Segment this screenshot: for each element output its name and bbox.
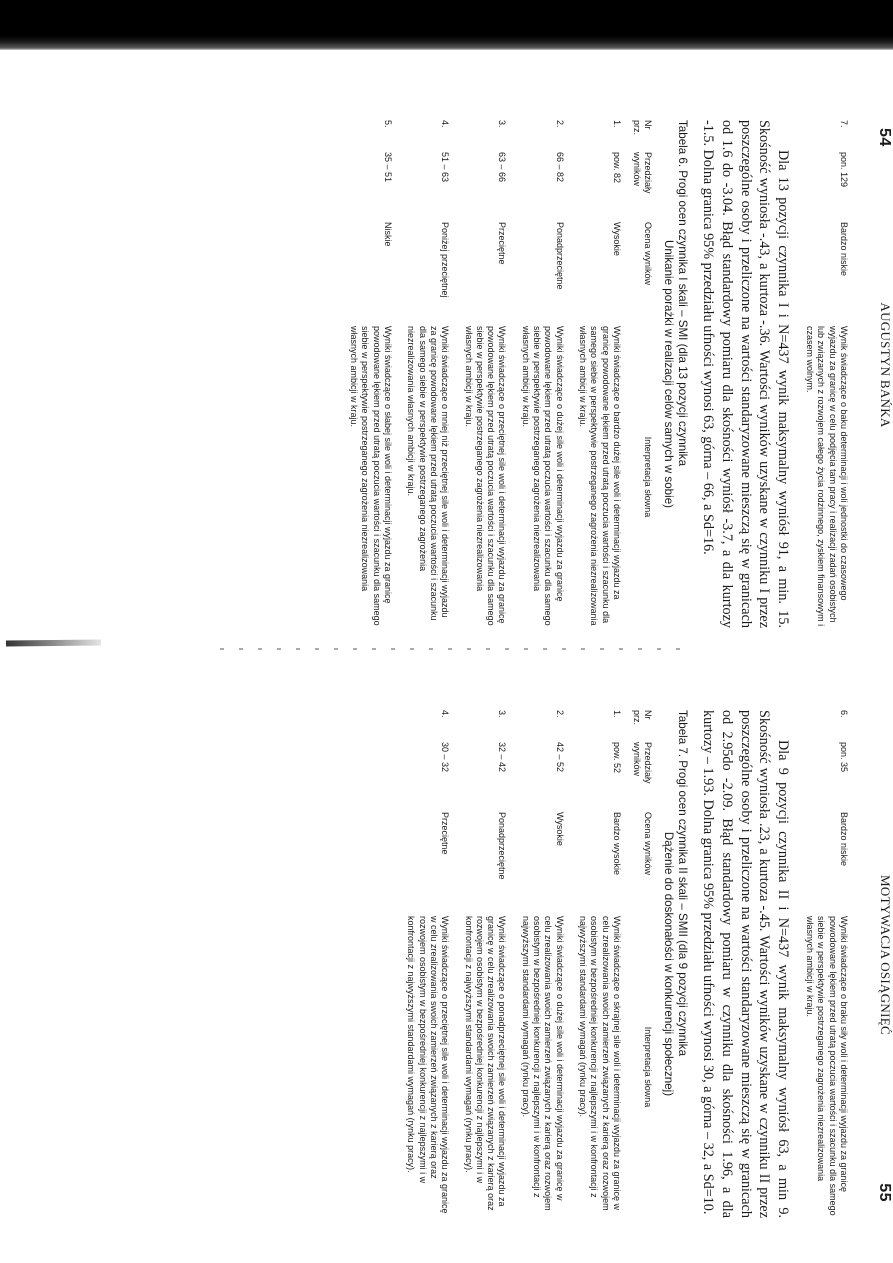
row-score: Ponadprzeciętne	[554, 222, 565, 290]
table-row	[462, 120, 507, 628]
running-header	[869, 90, 893, 640]
row-interpretation: Wynik świadczące o baku determinacji i woli jednostki do czasowego wyjazdu za granicę w celu podjęcia tam pracy i realizacji zadań osobistych lub związanych z rozwojem całego życia rodzinnego, zyskiem finansowym i czasem wolnym.	[805, 326, 849, 627]
page-number: 54	[876, 128, 893, 147]
table-row	[405, 120, 450, 628]
row-interpretation: Wyniki świadczące o dużej sile woli i determinacji wyjazdu za granicę powodowane lękiem przed utratą poczucia wartości i szacunku dla samego siebie w perspektywie postrzeganego zagrożenia niezrealizowania własnych ambicji w kraju.	[520, 326, 565, 626]
row-range: 42 – 52	[554, 742, 565, 773]
body-paragraph: Dla 13 pozycji czynnika I i N=437 wynik maksymalny wyniósł 91, a min. 15. Skośność wyniosła -.43, a kurtoza -.36. Wartości wyników uzyskane w czynniku I przez poszczególne osoby i przeliczone na wartości standaryzowane mieszczą się w granicach od 1.6 do -3.04. Błąd standardowy pomiaru dla skośności wyniósł -3.7, a dla kurtozy -1.5. Dolna granica 95% przedziału ufności wynosi 63, górna – 66, a Sd=16.	[700, 120, 791, 628]
row-interpretation: Wyniki świadczące o mniej niż przeciętnej sile woli i determinacji wyjazdu za granicę powodowane lękiem przed utratą poczucia wartości i szacunku dla samego siebie w perspektywie postrzeganego zagrożenia niezrealizowania własnych ambicji w kraju.	[406, 326, 451, 621]
row-range: pow. 52	[611, 742, 622, 774]
row-score: Ponadprzeciętne	[497, 812, 508, 880]
row-score: Przeciętne	[440, 812, 451, 855]
running-head-title: MOTYWACJA OSIĄGNIĘĆ	[878, 875, 893, 1035]
row-number: 3.	[497, 120, 508, 128]
scan-border	[0, 0, 893, 50]
header-score: Ocena wyników	[642, 812, 653, 876]
table-row	[348, 120, 393, 628]
table-caption	[661, 120, 689, 628]
page-content	[336, 120, 849, 628]
table-row	[804, 710, 849, 1218]
header-interp: Interpretacja słowna	[642, 1026, 653, 1108]
row-range: 51 – 63	[440, 152, 451, 183]
table-row	[577, 120, 622, 628]
row-score: Poniżej przeciętnej	[440, 222, 451, 298]
row-number: 7.	[839, 120, 849, 128]
row-range: 66 – 82	[554, 152, 565, 183]
body-paragraph: Dla 9 pozycji czynnika II i N=437 wynik maksymalny wyniósł 63, a min 9. Skośność wyniosła .23, a kurtoza -.45. Wartości wyników uzyskane w czynniku II przez poszczególne osoby i przeliczone na wartości standaryzowane mieszczą się w granicach od 2.95do -2.09. Błąd standardowy pomiaru w czynniku dla skośności 1.96, a dla kurtozy – 1.93. Dolna granica 95% przedziału ufności wynosi 30, a górna – 32, a Sd=10.	[700, 710, 791, 1218]
row-number: 4.	[440, 120, 451, 128]
header-range: Przedziały wyników	[632, 742, 653, 784]
row-score: Wysokie	[611, 222, 622, 256]
table-header	[632, 710, 653, 1218]
row-number: 2.	[554, 120, 565, 128]
table-row	[804, 120, 849, 628]
row-interpretation: Wyniki świadczące o dużej sile woli i determinacji wyjazdu za granicę w celu zrealizowania swoich zamierzeń związanych z karierą oraz rozwojem osobistym w bezpośredniej konkurencji z najlepszymi i w konfrontacji z najwyższymi standardami wymagań (rynku pracy).	[520, 916, 565, 1211]
row-score: Bardzo niskie	[839, 222, 849, 277]
row-interpretation: Wyniki świadczące o braku siły woli i determinacji wyjazdu za granicę powodowane lękiem przed utratą poczucia wartości i szacunku dla samego siebie w perspektywie postrzeganego zagrożenia niezrealizowania własnych ambicji w kraju.	[805, 916, 849, 1216]
row-number: 1.	[611, 120, 622, 128]
table-row	[519, 710, 564, 1218]
row-range: 32 – 42	[497, 742, 508, 773]
row-interpretation: Wyniki świadczące o bardzo dużej sile woli i determinacji wyjazdu za granicę powodowane lękiem przed utratą poczucia wartości i szacunku dla samego siebie w perspektywie postrzeganego zagrożenia niezrealizowania własnych ambicji w kraju.	[577, 326, 622, 626]
table-row	[462, 710, 507, 1218]
page-54	[0, 90, 893, 640]
header-interp: Interpretacja słowna	[642, 436, 653, 518]
row-number: 2.	[554, 710, 565, 718]
page-55	[0, 680, 893, 1230]
header-range: Przedziały wyników	[632, 152, 653, 194]
table-row	[577, 710, 622, 1218]
row-number: 6.	[839, 710, 849, 718]
row-score: Przeciętne	[497, 222, 508, 265]
row-interpretation: Wyniki świadczące o przeciętnej sile woli i determinacji wyjazdu za granicę powodowane lękiem przed utratą poczucia wartości i szacunku dla samego siebie w perspektywie postrzeganego zagrożenia niezrealizowania własnych ambicji w kraju.	[463, 326, 508, 626]
row-score: Wysokie	[554, 812, 565, 846]
row-range: 35 – 51	[383, 152, 394, 183]
header-score: Ocena wyników	[642, 222, 653, 286]
table-row	[519, 120, 564, 628]
header-nr: Nr prz.	[632, 710, 653, 726]
row-range: pon. 35	[839, 742, 849, 773]
row-range: pon. 129	[839, 152, 849, 188]
table-row	[405, 710, 450, 1218]
row-score: Bardzo niskie	[839, 812, 849, 867]
row-range: 63 – 66	[497, 152, 508, 183]
row-number: 1.	[611, 710, 622, 718]
row-score: Bardzo wysokie	[611, 812, 622, 876]
table-caption-line: Tabela 6. Progi ocen czynnika I skali – SMI (dla 13 pozycji czynnika	[675, 120, 689, 467]
row-range: pow. 82	[611, 152, 622, 184]
row-number: 4.	[440, 710, 451, 718]
table-caption-line: Tabela 7. Progi ocen czynnika II skali – SMII (dla 9 pozycji czynnika	[675, 710, 689, 1057]
page-content	[393, 710, 849, 1218]
table-caption-sub: Dążenie do doskonałości w konkurencji społecznej)	[661, 831, 675, 1097]
row-interpretation: Wyniki świadczące o ponadprzeciętnej sile woli i determinacji wyjazdu za granicę w celu zrealizowania swoich zamierzeń związanych z karierą oraz rozwojem osobistym w bezpośredniej konkurencji z najlepszymi i w konfrontacji z najwyższymi standardami wymagań (rynku pracy).	[463, 916, 508, 1211]
table-caption-sub: Unikanie porażki w realizacji celów samych w sobie)	[661, 239, 675, 509]
table-caption	[661, 710, 689, 1218]
running-head-title: AUGUSTYN BAŃKA	[878, 302, 893, 428]
page-number: 55	[876, 1183, 893, 1202]
row-interpretation: Wyniki świadczące o skrajnej sile woli i determinacji wyjazdu za granicę w celu zrealizowania swoich zamierzeń związanych z karierą oraz rozwojem osobistym w bezpośredniej konkurencji z najlepszymi i w konfrontacji z najwyższymi standardami wymagań (rynku pracy).	[577, 916, 622, 1211]
running-header	[869, 680, 893, 1230]
table-header	[632, 120, 653, 628]
row-interpretation: Wyniki świadczące o przeciętnej sile woli i determinacji wyjazdu za granicę w celu zrealizowania swoich zamierzeń związanych z karierą oraz rozwojem osobistym w bezpośredniej konkurencji z najlepszymi i w konfrontacji z najwyższymi standardami wymagań (rynku pracy).	[406, 916, 451, 1214]
header-nr: Nr prz.	[632, 120, 653, 136]
row-range: 30 – 32	[440, 742, 451, 773]
row-interpretation: Wyniki świadczące o słabej sile woli i determinacji wyjazdu za granicę powodowane lękiem przed utratą poczucia wartości i szacunku dla samego siebie w perspektywie postrzeganego zagrożenia niezrealizowania własnych ambicji w kraju.	[349, 326, 394, 626]
binding-gutter	[220, 648, 680, 650]
row-score: Niskie	[383, 222, 394, 247]
binding-shadow	[6, 640, 101, 647]
row-number: 5.	[383, 120, 394, 128]
row-number: 3.	[497, 710, 508, 718]
